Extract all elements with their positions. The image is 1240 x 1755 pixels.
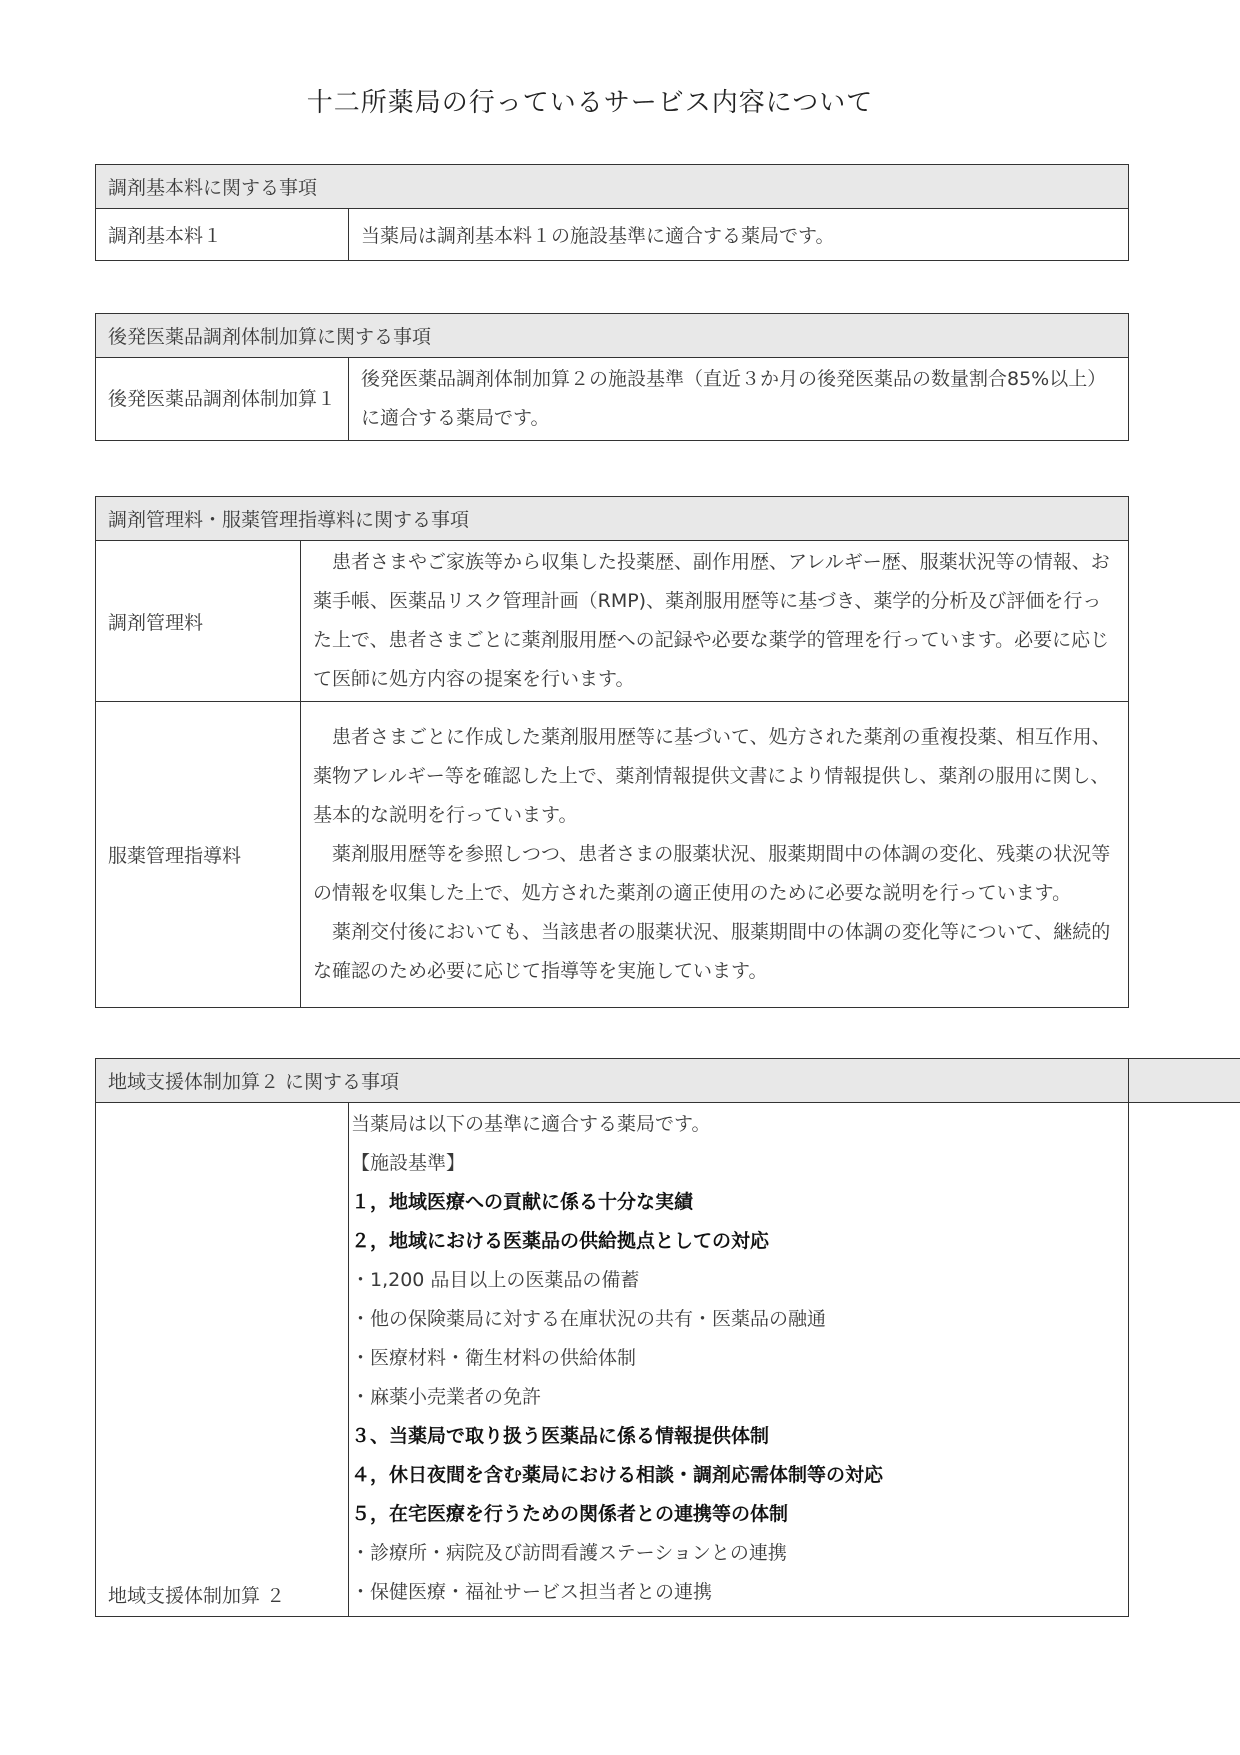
generic-drug-addition-table <box>95 313 1129 441</box>
sub-item-line: ・1,200 品目以上の医薬品の備蓄 <box>351 1269 640 1291</box>
page-title: 十二所薬局の行っているサービス内容について <box>306 88 874 118</box>
criterion-line: ４，休日夜間を含む薬局における相談・調剤応需体制等の対応 <box>351 1464 884 1486</box>
sub-item-line: ・他の保険薬局に対する在庫状況の共有・医薬品の融通 <box>351 1308 827 1330</box>
paragraph: 薬剤服用歴等を参照しつつ、患者さまの服薬状況、服薬期間中の体調の変化、残薬の状況等の情報を収集した上で、処方された薬剤の適正使用のために必要な説明を行っています。 <box>313 843 1111 904</box>
criterion-line: ５，在宅医療を行うための関係者との連携等の体制 <box>351 1503 789 1525</box>
row-content <box>349 1103 1129 1617</box>
paragraph: 薬剤交付後においても、当該患者の服薬状況、服薬期間中の体調の変化等について、継続的な確認のため必要に応じて指導等を実施しています。 <box>313 921 1111 982</box>
dispensing-basic-fee-table <box>95 164 1129 261</box>
paragraph: 患者さまやご家族等から収集した投薬歴、副作用歴、アレルギー歴、服薬状況等の情報、お薬手帳、医薬品リスク管理計画（RMP)、薬剤服用歴等に基づき、薬学的分析及び評価を行った上で、患者さまごとに薬剤服用歴への記録や必要な薬学的管理を行っています。必要に応じて医師に処方内容の提案を行います。 <box>313 551 1110 690</box>
row-label: 調剤管理料 <box>96 541 301 702</box>
sub-item-line: ・診療所・病院及び訪問看護ステーションとの連携 <box>351 1542 787 1564</box>
standards-heading: 【施設基準】 <box>351 1152 466 1174</box>
sub-item-line: ・医療材料・衛生材料の供給体制 <box>351 1347 637 1369</box>
row-label: 服薬管理指導料 <box>96 702 301 1008</box>
section-header: 地域支援体制加算２ に関する事項 <box>96 1059 1129 1103</box>
row-label: 後発医薬品調剤体制加算１ <box>96 358 349 441</box>
dispensing-management-table <box>95 496 1129 1008</box>
criterion-line: ３、当薬局で取り扱う医薬品に係る情報提供体制 <box>351 1425 770 1447</box>
criterion-line: ２，地域における医薬品の供給拠点としての対応 <box>351 1230 770 1252</box>
row-content <box>301 541 1129 702</box>
section-header: 後発医薬品調剤体制加算に関する事項 <box>96 314 1129 358</box>
sub-item-line: ・麻薬小売業者の免許 <box>351 1386 542 1408</box>
row-content <box>301 702 1129 1008</box>
community-support-table <box>95 1058 1240 1617</box>
header-extra-cell <box>1129 1059 1240 1103</box>
intro-line: 当薬局は以下の基準に適合する薬局です。 <box>351 1113 711 1135</box>
row-content: 当薬局は調剤基本料１の施設基準に適合する薬局です。 <box>349 209 1129 261</box>
row-label: 地域支援体制加算 ２ <box>96 1103 349 1617</box>
section-header: 調剤管理料・服薬管理指導料に関する事項 <box>96 497 1129 541</box>
row-label: 調剤基本料１ <box>96 209 349 261</box>
paragraph: 患者さまごとに作成した薬剤服用歴等に基づいて、処方された薬剤の重複投薬、相互作用、 薬物アレルギー等を確認した上で、薬剤情報提供文書により情報提供し、薬剤の服用に関し、基本的な説明を行っています。 <box>313 726 1111 826</box>
section-header: 調剤基本料に関する事項 <box>96 165 1129 209</box>
extra-cell <box>1129 1103 1240 1617</box>
criterion-line: １，地域医療への貢献に係る十分な実績 <box>351 1191 694 1213</box>
row-content: 後発医薬品調剤体制加算２の施設基準（直近３か月の後発医薬品の数量割合85%以上）に適合する薬局です。 <box>349 358 1129 441</box>
sub-item-line: ・保健医療・福祉サービス担当者との連携 <box>351 1581 713 1603</box>
